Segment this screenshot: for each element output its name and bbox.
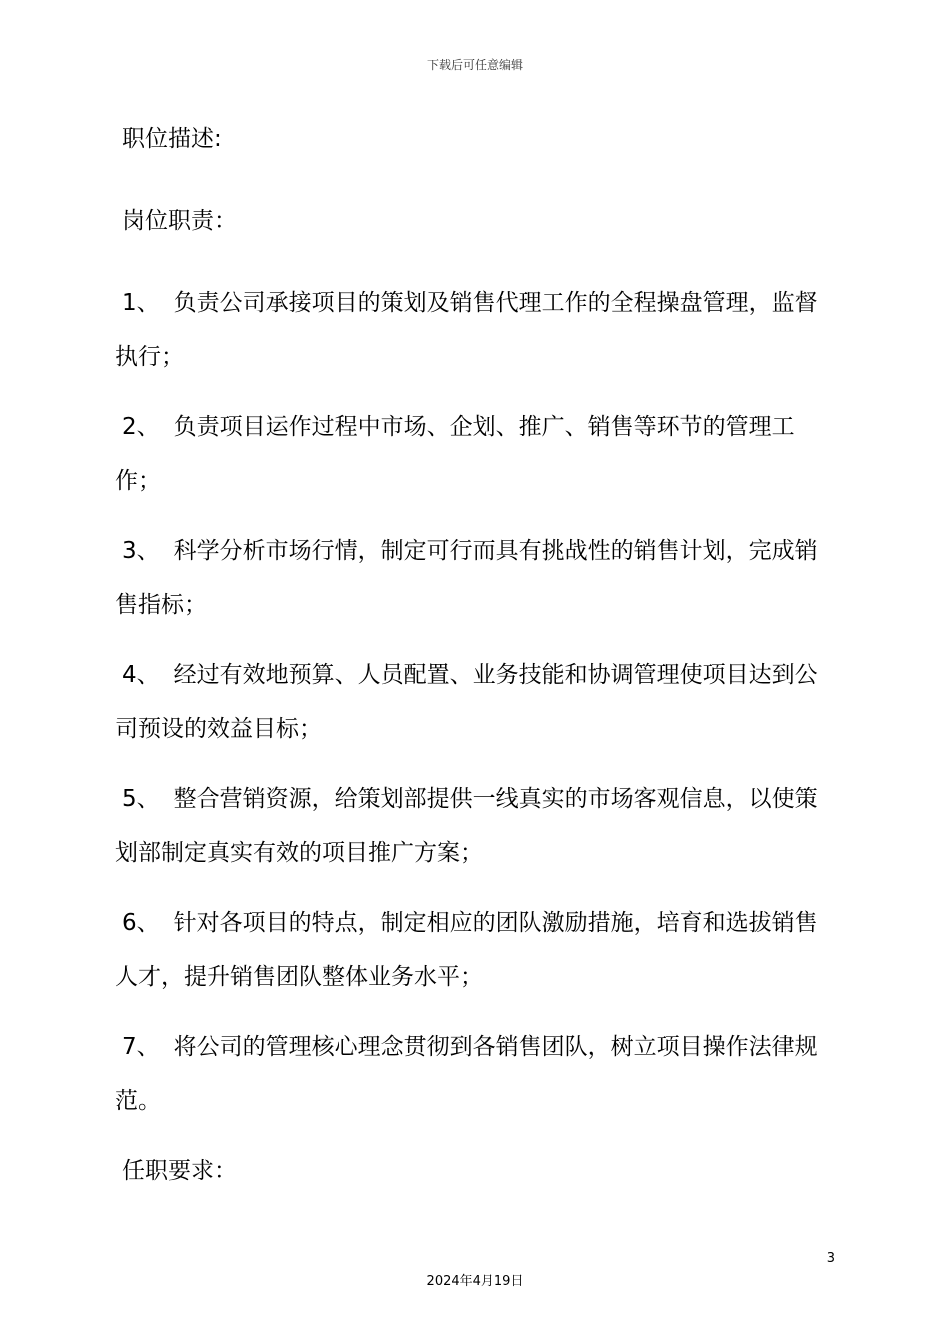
duty-text: 负责公司承接项目的策划及销售代理工作的全程操盘管理，监督执行； — [115, 290, 818, 370]
duty-text: 将公司的管理核心理念贯彻到各销售团队，树立项目操作法律规范。 — [115, 1034, 818, 1114]
duty-item-1 — [115, 276, 840, 384]
duty-text: 针对各项目的特点，制定相应的团队激励措施，培育和选拔销售人才，提升销售团队整体业务水平； — [115, 910, 818, 990]
duty-item-3 — [115, 524, 840, 632]
duty-text: 科学分析市场行情，制定可行而具有挑战性的销售计划，完成销售指标； — [115, 538, 818, 618]
document-body — [115, 112, 840, 1226]
duty-number: 2、 — [122, 414, 160, 440]
duty-text: 经过有效地预算、人员配置、业务技能和协调管理使项目达到公司预设的效益目标； — [115, 662, 818, 742]
duty-number: 3、 — [122, 538, 160, 564]
duty-number: 7、 — [122, 1034, 160, 1060]
duty-text: 负责项目运作过程中市场、企划、推广、销售等环节的管理工作； — [115, 414, 795, 494]
heading-duties — [115, 194, 840, 248]
duty-number: 4、 — [122, 662, 160, 688]
duty-number: 5、 — [122, 786, 160, 812]
page-number: 3 — [826, 1251, 835, 1266]
heading-requirements-text: 任职要求： — [122, 1158, 237, 1184]
duty-item-5 — [115, 772, 840, 880]
heading-duties-text: 岗位职责： — [122, 208, 237, 234]
duty-item-4 — [115, 648, 840, 756]
duty-item-2 — [115, 400, 840, 508]
duty-item-7 — [115, 1020, 840, 1128]
footer-date: 2024年4月19日 — [426, 1274, 524, 1289]
duty-number: 1、 — [122, 290, 160, 316]
duty-item-6 — [115, 896, 840, 1004]
duty-number: 6、 — [122, 910, 160, 936]
page-header: 下载后可任意编辑 — [426, 58, 523, 72]
duty-text: 整合营销资源，给策划部提供一线真实的市场客观信息，以使策划部制定真实有效的项目推广方案； — [115, 786, 818, 866]
heading-requirements — [115, 1144, 840, 1198]
heading-job-description — [115, 112, 840, 166]
heading-job-description-text: 职位描述: — [122, 126, 222, 152]
